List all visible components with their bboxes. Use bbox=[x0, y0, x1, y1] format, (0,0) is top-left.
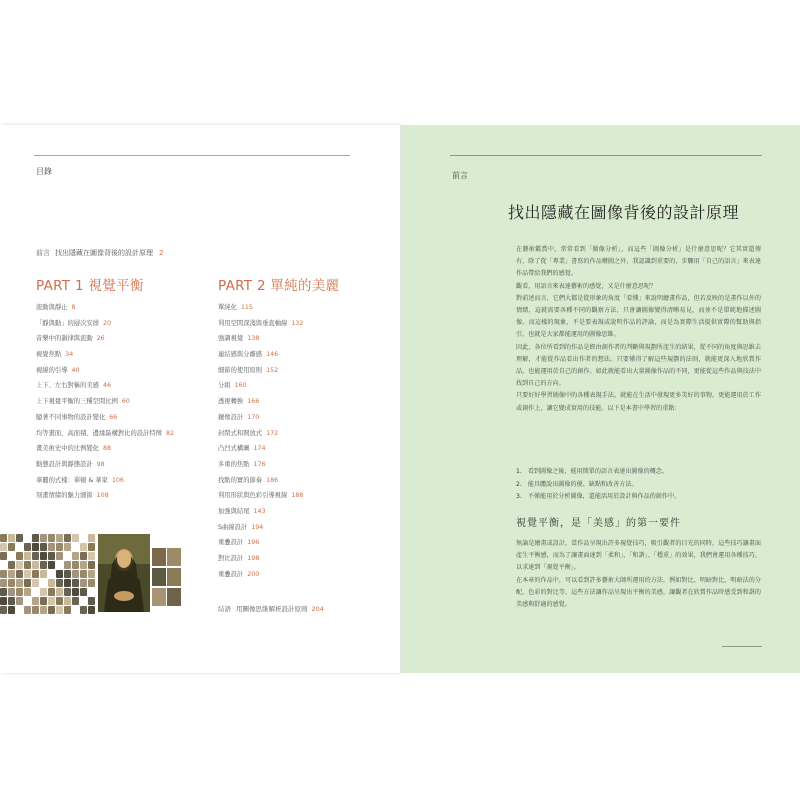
toc-entry-page: 143 bbox=[253, 507, 266, 515]
toc-epilogue-tag: 結語 bbox=[218, 605, 231, 613]
toc-entry[interactable] bbox=[36, 363, 174, 379]
toc-entry-page: 194 bbox=[251, 523, 264, 531]
toc-entry-page: 88 bbox=[102, 445, 111, 453]
paragraph: 對前述而言，它們大都是從形象的角度「看懂」來說明繪畫作品，但若反映的是畫作以外的情緒，這就需要各種不同的觀察方法，只會讓圖像變得清晰易見，而並不是單純地描述圖像。而這樣的現象，不是要表現或說明作品的評論，而是為實際生活提供實際的幫助與指引，也就是大家都能運用的圖像思維。 bbox=[516, 294, 761, 339]
toc-entry[interactable] bbox=[218, 473, 303, 489]
toc-intro-entry[interactable] bbox=[36, 248, 163, 258]
toc-entry[interactable] bbox=[218, 457, 303, 473]
toc-entry[interactable] bbox=[218, 347, 303, 363]
preface-header: 前言 bbox=[452, 171, 468, 180]
bullet-number: 2. bbox=[516, 480, 522, 488]
toc-epilogue-entry[interactable] bbox=[218, 604, 324, 613]
toc-entry-title: 流動與靜止 bbox=[36, 304, 68, 311]
part1-title: PART 1 視覺平衡 bbox=[36, 278, 144, 294]
toc-entry-page: 198 bbox=[247, 555, 260, 562]
toc-entry[interactable] bbox=[36, 378, 174, 394]
preface-title: 找出隱藏在圖像背後的設計原理 bbox=[508, 203, 740, 222]
toc-entry-page: 106 bbox=[111, 476, 124, 484]
toc-entry[interactable] bbox=[218, 331, 303, 347]
toc-entry[interactable] bbox=[218, 378, 303, 394]
toc-entry[interactable] bbox=[218, 551, 303, 567]
toc-entry-title: 強調視覺 bbox=[218, 335, 244, 343]
toc-entry-title: 透視轉換 bbox=[218, 398, 244, 406]
paragraph: 只要好好學習圖像中的各種表現手法，就能在生活中發現更多美好的事物，更能運用於工作或創作上，讓它變成實用的技能。以下是本書中學習的重點： bbox=[516, 392, 761, 412]
toc-entry-title: 刻畫情緒的魅力細節 bbox=[36, 492, 93, 500]
toc-entry[interactable] bbox=[218, 488, 303, 504]
toc-entry[interactable] bbox=[218, 394, 303, 410]
part2-title: PART 2 單純的美麗 bbox=[218, 278, 340, 294]
bullet-text: 能具體說出圖像的優、缺點和改善方法。 bbox=[527, 480, 638, 488]
toc-entry[interactable] bbox=[218, 426, 303, 442]
toc-entry-title: 細節的使用原則 bbox=[218, 366, 263, 374]
toc-entry[interactable] bbox=[36, 457, 174, 473]
toc-entry[interactable] bbox=[36, 410, 174, 426]
toc-entry[interactable] bbox=[36, 473, 174, 489]
toc-entry-page: 152 bbox=[266, 366, 279, 374]
toc-entry-page: 138 bbox=[247, 335, 260, 343]
bullet-number: 1. bbox=[516, 468, 522, 475]
toc-entry[interactable] bbox=[218, 504, 303, 520]
toc-entry[interactable] bbox=[218, 535, 303, 551]
toc-entry-page: 108 bbox=[96, 492, 109, 500]
toc-entry[interactable] bbox=[36, 426, 174, 442]
toc-entry-page: 66 bbox=[109, 413, 118, 421]
toc-entry-page: 172 bbox=[266, 429, 279, 437]
toc-entry[interactable] bbox=[218, 316, 303, 332]
toc-entry[interactable] bbox=[36, 316, 174, 332]
toc-entry-title: 華麗的式樣：華頓 & 華家 bbox=[36, 476, 108, 484]
toc-entry-page: 20 bbox=[102, 319, 111, 327]
toc-entry-title: 找點的實的節奏 bbox=[218, 476, 263, 484]
toc-header: 目錄 bbox=[36, 167, 52, 176]
toc-epilogue-title: 用圖像思維解析設計原則 bbox=[236, 605, 308, 613]
toc-entry[interactable] bbox=[218, 441, 303, 457]
toc-entry[interactable] bbox=[36, 394, 174, 410]
paragraph: 在藝術鑑賞中，常常看到「圖像分析」，而這些「圖像分析」是什麼意思呢？它其實還傳有，除了從「專業」書寫的作品構圖之外，我認識到重要的，步驟用「自己的語言」來表達作品帶給我們的感覺。 bbox=[516, 246, 761, 278]
toc-entry-title: 均等畫面、高面積、邊緣區構對比的設計特徵 bbox=[36, 429, 162, 437]
toc-entry[interactable] bbox=[218, 363, 303, 379]
preface-body bbox=[516, 244, 761, 415]
toc-entry[interactable] bbox=[36, 300, 174, 316]
toc-entry[interactable] bbox=[218, 410, 303, 426]
page-number-mark bbox=[722, 646, 762, 647]
section-heading: 視覺平衡，是「美感」的第一要件 bbox=[516, 518, 681, 529]
toc-entry[interactable] bbox=[36, 441, 174, 457]
bullet-text: 看到圖像之後，能用簡單的語言表達出圖像的概念。 bbox=[527, 468, 668, 475]
toc-intro-title: 找出隱藏在圖像背後的設計原理 bbox=[55, 249, 153, 257]
toc-entry-title: 視覺焦點 bbox=[36, 351, 62, 359]
toc-entry-page: 146 bbox=[266, 351, 279, 359]
toc-entry-page: 98 bbox=[96, 460, 105, 468]
toc-entry[interactable] bbox=[36, 488, 174, 504]
mona-lisa-image bbox=[98, 534, 150, 612]
bullet-text: 不僅能用於分析圖像，還能活用於設計與作品的創作中。 bbox=[527, 493, 681, 500]
toc-entry-title: 視線的引導 bbox=[36, 366, 68, 374]
bullet-item bbox=[516, 466, 680, 479]
paragraph: 在本章的作品中，可以看到許多藝術大師所運用的方法，例如對比、明暗對比、明暗法的分配、色彩的對比等，這些方法讓作品呈現出平衡的美感，讓觀者在欣賞作品時感受到和諧的美感與舒適的感覺。 bbox=[516, 576, 761, 609]
toc-epilogue-page: 204 bbox=[311, 605, 324, 613]
toc-entry-title: 畫美術史中的比例變化 bbox=[36, 445, 99, 453]
paragraph: 因此，各位所看到的作品是經由創作者的判斷與規劃所產生的結果，從不同的角度與思維去理解，才能從作品看出作者的想法。只要懂得了解這些規劃的法則，就能更深入地欣賞作品，也能運用於自己的創作。如此就能看出大量圖像作品的不同，更能從這些作品與技法中找到自己的方向。 bbox=[516, 343, 761, 388]
paragraph: 觀看，用語言來表達藝術的感覺，又是什麼意思呢？ bbox=[516, 282, 657, 290]
toc-entry-title: 重疊設計 bbox=[218, 539, 244, 547]
toc-entry-page: 176 bbox=[253, 460, 266, 468]
bullet-item bbox=[516, 491, 680, 504]
toc-entry-page: 26 bbox=[96, 335, 105, 343]
toc-entry-page: 132 bbox=[291, 319, 304, 327]
paragraph: 無論是繪畫或設計，當作品呈現出許多視覺技巧，吸引觀者的目光的同時，這些技巧讓畫面產生平衡感，而為了讓畫面達到「柔和」、「和諧」、「穩重」的效果，我們會運用各種技巧，以求達到「視覺平衡」。 bbox=[516, 540, 761, 572]
toc-entry-page: 166 bbox=[247, 398, 260, 406]
left-header-rule bbox=[34, 155, 350, 156]
toc-entry-page: 188 bbox=[291, 492, 304, 500]
toc-entry-page: 82 bbox=[165, 429, 174, 437]
part2-toc-list bbox=[218, 300, 303, 582]
toc-entry-page: 186 bbox=[266, 476, 279, 484]
toc-entry[interactable] bbox=[218, 567, 303, 583]
toc-entry-title: 上下視覺平衡的三種空間比例 bbox=[36, 398, 118, 406]
toc-entry-title: 多重的焦點 bbox=[218, 460, 250, 468]
toc-entry-title: 利用空間深淺與垂直軸線 bbox=[218, 319, 288, 327]
toc-entry-title: 凸凹式構圖 bbox=[218, 445, 250, 453]
toc-entry-title: 重疊設計 bbox=[218, 570, 244, 578]
toc-entry[interactable] bbox=[36, 347, 174, 363]
toc-entry-page: 40 bbox=[71, 366, 80, 374]
painting-thumbnails-image bbox=[152, 548, 182, 608]
thumbnail-collage-image bbox=[0, 534, 100, 614]
toc-entry-title: 音樂中的韻律與流動 bbox=[36, 335, 93, 343]
toc-intro-tag: 前言 bbox=[36, 249, 50, 257]
toc-entry-page: 34 bbox=[65, 351, 74, 359]
toc-entry-page: 170 bbox=[247, 413, 260, 421]
toc-entry-page: 8 bbox=[71, 304, 76, 311]
toc-entry-title: 上下、左右對稱的美感 bbox=[36, 382, 99, 390]
toc-entry[interactable] bbox=[218, 300, 303, 316]
toc-entry-title: 對比設計 bbox=[218, 555, 244, 562]
toc-intro-page: 2 bbox=[159, 249, 164, 257]
toc-entry-title: 隨著不同事物的設計變化 bbox=[36, 413, 106, 421]
toc-entry-title: 動態設計與靜態設計 bbox=[36, 460, 93, 468]
toc-entry-page: 174 bbox=[253, 445, 266, 453]
toc-entry-title: 分組 bbox=[218, 382, 231, 390]
bullet-item bbox=[516, 479, 680, 492]
section-body bbox=[516, 538, 761, 611]
part1-toc-list bbox=[36, 300, 174, 504]
toc-entry-page: 60 bbox=[121, 398, 130, 406]
toc-entry-title: 鏡像設計 bbox=[218, 413, 244, 421]
toc-entry-page: 200 bbox=[247, 570, 260, 578]
toc-entry[interactable] bbox=[36, 331, 174, 347]
toc-entry-page: 46 bbox=[102, 382, 111, 390]
toc-entry-title: 單純化 bbox=[218, 304, 237, 311]
toc-entry-title: 封閉式和開放式 bbox=[218, 429, 263, 437]
toc-entry-page: 196 bbox=[247, 539, 260, 547]
bullet-number: 3. bbox=[516, 493, 522, 500]
toc-entry-title: 「靜與動」的層次安排 bbox=[36, 319, 99, 327]
toc-entry-title: 加強與結尾 bbox=[218, 507, 250, 515]
toc-entry-title: S曲線設計 bbox=[218, 523, 248, 531]
preface-bullet-list bbox=[516, 466, 680, 504]
toc-entry-title: 連結感與分離感 bbox=[218, 351, 263, 359]
toc-entry[interactable] bbox=[218, 520, 303, 536]
toc-entry-page: 160 bbox=[234, 382, 247, 390]
toc-entry-title: 利用形狀與色彩引導視線 bbox=[218, 492, 288, 500]
right-header-rule bbox=[450, 155, 762, 156]
toc-entry-page: 115 bbox=[240, 304, 253, 311]
